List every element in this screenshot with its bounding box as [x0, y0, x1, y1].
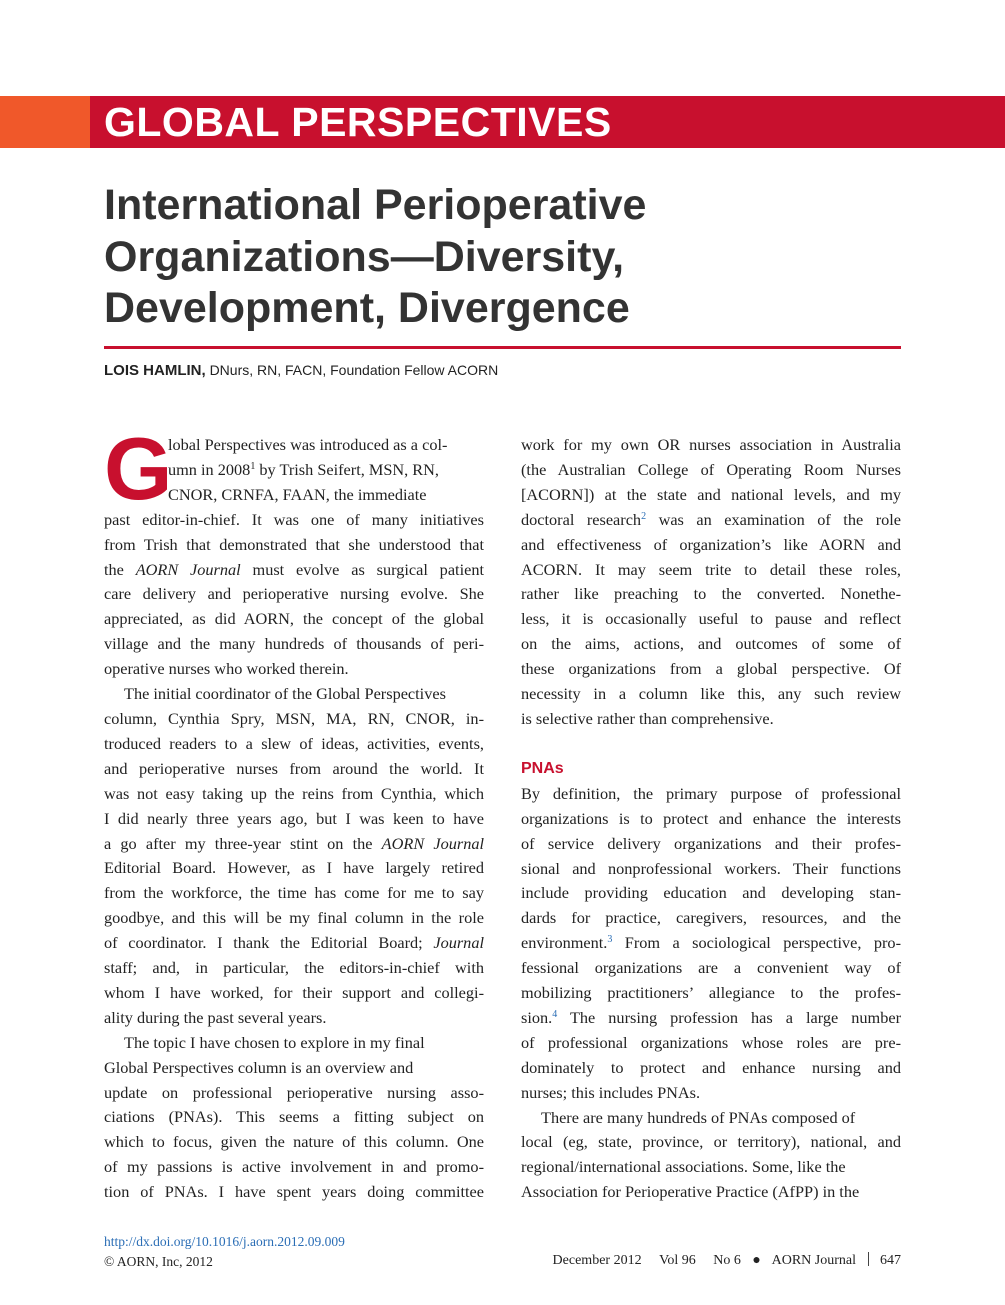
body-line: and perioperative nurses from around the world. It [104, 758, 484, 778]
body-line: Global Perspectives column is an overview and [104, 1057, 414, 1077]
body-line: column, Cynthia Spry, MSN, MA, RN, CNOR, in- [104, 708, 484, 728]
body-line: update on professional perioperative nursing asso- [104, 1082, 484, 1102]
body-line: from the workforce, the time has come for me to say [104, 883, 484, 903]
copyright: © AORN, Inc, 2012 [104, 1254, 213, 1269]
text-run: sion. [521, 1007, 553, 1027]
body-line: local (eg, state, province, or territory), national, and [521, 1132, 901, 1152]
section-band [0, 96, 1005, 148]
body-line [521, 931, 901, 956]
body-line: tion of PNAs. I have spent years doing committee [104, 1182, 484, 1202]
body-line: ality during the past several years. [104, 1007, 327, 1027]
title-line: Development, Divergence [104, 284, 630, 333]
body-line: less, it is occasionally useful to pause and reflect [521, 609, 901, 629]
body-line: staff; and, in particular, the editors-in-chief with [104, 958, 484, 978]
reference-link[interactable]: 2 [641, 510, 647, 522]
body-line: dards for practice, caregivers, resources, and the [521, 908, 901, 928]
footer-right [553, 1252, 901, 1269]
body-line: sional and nonprofessional workers. Their functions [521, 858, 901, 878]
body-line: Association for Perioperative Practice (AfPP) in the [521, 1182, 860, 1202]
byline [104, 362, 498, 379]
bullet-separator: ● [752, 1253, 761, 1268]
body-line [104, 558, 484, 583]
title-line: International Perioperative [104, 181, 647, 229]
body-line [104, 931, 484, 956]
author-credentials: DNurs, RN, FACN, Foundation Fellow ACORN [209, 362, 499, 378]
body-line: lobal Perspectives was introduced as a col- [168, 435, 448, 454]
body-line: fessional organizations are a convenient way of [521, 958, 901, 978]
text-run: the [104, 559, 136, 579]
left-column [104, 419, 484, 1205]
issue-number: No 6 [713, 1253, 741, 1268]
title-line: Organizations—Diversity, [104, 232, 625, 281]
body-line: of my passions is active involvement in and promo- [104, 1157, 484, 1177]
body-line: regional/international associations. Some, like the [521, 1157, 846, 1177]
body-line: necessity in a column like this, any such review [521, 684, 901, 704]
drop-cap: G [104, 419, 173, 518]
italic-run: AORN Journal [135, 559, 241, 579]
divider [868, 1252, 869, 1266]
right-column [521, 433, 901, 1205]
doi-link[interactable]: http://dx.doi.org/10.1016/j.aorn.2012.09.009 [104, 1234, 345, 1249]
body-line: and effectiveness of organization’s like AORN and [521, 534, 901, 554]
footer-left [104, 1232, 345, 1272]
reference-superscript: 1 [250, 460, 256, 472]
body-line: village and the many hundreds of thousands of peri- [104, 634, 484, 654]
body-line: ACORN. It may seem trite to detail these roles, [521, 559, 901, 579]
body-line: of service delivery organizations and their profes- [521, 833, 901, 853]
body-line: By definition, the primary purpose of professional [521, 783, 901, 803]
body-line: dominately to protect and enhance nursing and [521, 1057, 901, 1077]
text-run: must evolve as surgical patient [240, 559, 484, 579]
section-heading: PNAs [521, 759, 564, 777]
body-line: whom I have worked, for their support and collegi- [104, 982, 484, 1002]
body-line: ciations (PNAs). This seems a fitting subject on [104, 1107, 484, 1127]
body-line: from Trish that demonstrated that she understood that [104, 534, 484, 554]
body-line: I did nearly three years ago, but I was keen to have [104, 808, 484, 828]
author-name: LOIS HAMLIN, [104, 362, 206, 379]
body-line: include providing education and developing stan- [521, 883, 901, 903]
body-line: goodbye, and this will be my final column in the role [104, 908, 484, 928]
reference-link[interactable]: 4 [552, 1008, 558, 1020]
journal-name: AORN Journal [771, 1253, 856, 1268]
page-number: 647 [880, 1253, 901, 1268]
text-run: umn in 2008 [168, 459, 251, 479]
body-line: mobilizing practitioners’ allegiance to the profes- [521, 983, 901, 1003]
body-line: which to focus, given the nature of this column. One [104, 1132, 484, 1152]
body-line [521, 1006, 901, 1031]
body-line: operative nurses who worked therein. [104, 659, 349, 679]
body-line: was not easy taking up the reins from Cynthia, which [104, 783, 484, 803]
body-line: of professional organizations whose roles are pre- [521, 1032, 901, 1052]
article-title [104, 180, 904, 335]
body-line: is selective rather than comprehensive. [521, 708, 774, 728]
body-line: troduced readers to a slew of ideas, activities, events, [104, 733, 484, 753]
band-orange-block [0, 96, 90, 148]
body-line: The initial coordinator of the Global Perspectives [124, 684, 446, 704]
body-line: past editor-in-chief. It was one of many initiatives [104, 509, 484, 529]
italic-run: Journal [433, 933, 484, 953]
body-line [104, 832, 484, 857]
text-run: From a sociological perspective, pro- [612, 933, 901, 953]
body-line: appreciated, as did AORN, the concept of the global [104, 609, 484, 629]
body-line: There are many hundreds of PNAs composed of [541, 1107, 856, 1127]
reference-link[interactable]: 3 [607, 934, 613, 946]
text-run: by Trish Seifert, MSN, RN, [255, 459, 439, 479]
text-run: was an examination of the role [646, 509, 901, 529]
section-gap [521, 732, 901, 757]
body-line: Editorial Board. However, as I have largely retired [104, 858, 484, 878]
text-run: of coordinator. I thank the Editorial Board; [104, 933, 434, 953]
body-line: organizations is to protect and enhance the interests [521, 808, 901, 828]
body-line: The topic I have chosen to explore in my final [124, 1032, 425, 1052]
body-line [521, 508, 901, 533]
body-line: care delivery and perioperative nursing evolve. She [104, 584, 484, 604]
body-line: rather like preaching to the converted. Nonethe- [521, 584, 901, 604]
text-run: a go after my three-year stint on the [104, 833, 382, 853]
body-line: nurses; this includes PNAs. [521, 1082, 701, 1102]
text-run: environment. [521, 933, 608, 953]
body-line: these organizations from a global perspective. Of [521, 659, 901, 679]
text-run: doctoral research [521, 509, 642, 529]
body-line: [ACORN]) at the state and national levels, and my [521, 484, 901, 504]
text-run: The nursing profession has a large number [557, 1007, 901, 1027]
title-rule [104, 346, 901, 349]
volume: Vol 96 [659, 1253, 696, 1268]
body-line: work for my own OR nurses association in Australia [521, 435, 901, 454]
body-line: on the aims, actions, and outcomes of some of [521, 634, 901, 654]
issue-date: December 2012 [552, 1253, 642, 1268]
body-line: CNOR, CRNFA, FAAN, the immediate [168, 484, 427, 504]
section-label: GLOBAL PERSPECTIVES [104, 99, 612, 145]
italic-run: AORN Journal [381, 833, 484, 853]
body-line: (the Australian College of Operating Room Nurses [521, 459, 901, 479]
